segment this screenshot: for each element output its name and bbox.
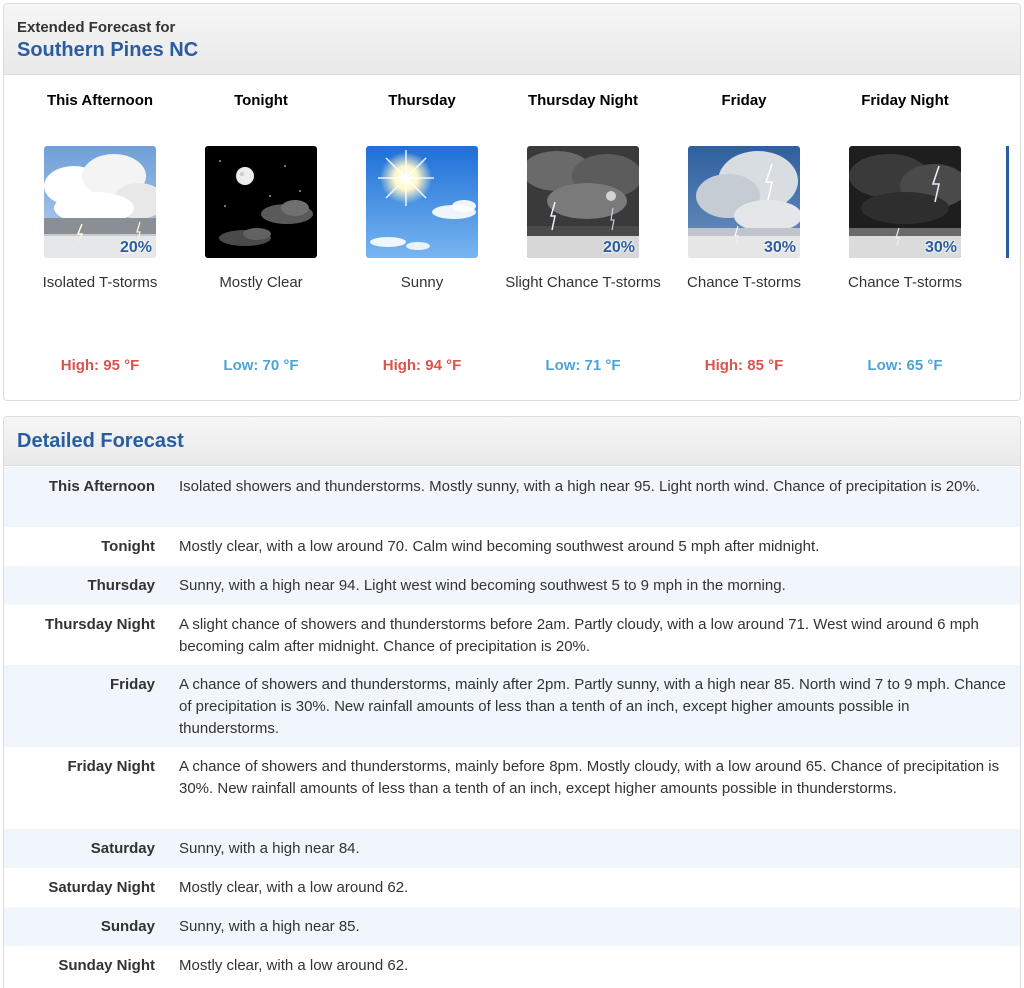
period-condition: Chance T-storms — [848, 274, 962, 291]
isolated-tstorms-icon — [44, 146, 156, 258]
detailed-forecast-header — [4, 417, 1020, 466]
sunny-icon — [366, 146, 478, 258]
extended-forecast-header — [4, 4, 1020, 75]
period-temp-low: Low: 65 °F — [867, 357, 943, 374]
period-temp-high: High: 94 °F — [382, 357, 462, 374]
period-condition: Chance T-storms — [687, 274, 801, 291]
row-text: A chance of showers and thunderstorms, mainly after 2pm. Partly sunny, with a high near 85. North wind 7 to 9 mph. Chance of precipitation is 30%. New rainfall amounts of less than a tenth of an inch, except higher amounts possible in thunderstorms. — [179, 676, 1006, 737]
period-name: Friday — [721, 92, 767, 109]
period-name: This Afternoon — [46, 92, 154, 109]
period-condition: Mostly Clear — [219, 274, 303, 291]
table-row — [4, 946, 1020, 985]
row-label: Friday — [109, 676, 155, 693]
row-text: Mostly clear, with a low around 62. — [179, 879, 409, 896]
precip-chance: 20% — [119, 239, 152, 256]
extended-forecast-label: Extended Forecast for — [17, 19, 176, 36]
period-temp-low: Low: 71 °F — [545, 357, 621, 374]
row-label: Tonight — [101, 538, 155, 555]
row-label: Thursday — [87, 577, 155, 594]
table-row — [4, 527, 1020, 566]
chance-tstorms-night-icon — [849, 146, 961, 258]
table-row — [4, 868, 1020, 907]
slight-chance-tstorms-night-icon — [527, 146, 639, 258]
table-row — [4, 747, 1020, 829]
period-temp-high: High: 85 °F — [704, 357, 784, 374]
row-text: Mostly clear, with a low around 70. Calm wind becoming southwest around 5 mph after midnight. — [179, 538, 820, 555]
table-row — [4, 605, 1020, 665]
precip-chance: 30% — [924, 239, 957, 256]
row-label: Sunday Night — [58, 957, 155, 974]
row-text: Sunny, with a high near 84. — [179, 840, 360, 857]
table-row — [4, 829, 1020, 868]
period-condition: Sunny — [400, 274, 444, 291]
period-temp-low: Low: 70 °F — [223, 357, 299, 374]
row-label: Saturday — [90, 840, 155, 857]
location-name: Southern Pines NC — [17, 39, 199, 61]
row-label: Sunday — [100, 918, 155, 935]
row-text: A slight chance of showers and thunderstorms before 2am. Partly cloudy, with a low around 71. West wind around 6 mph becoming calm after midnight. Chance of precipitation is 20%. — [179, 616, 979, 655]
row-text: A chance of showers and thunderstorms, mainly before 8pm. Mostly cloudy, with a low around 65. Chance of precipitation is 30%. New rainfall amounts of less than a tenth of an inch, except higher amounts possible in thunderstorms. — [179, 758, 1000, 797]
table-row — [4, 665, 1020, 747]
period-name: Thursday Night — [527, 92, 638, 109]
chance-tstorms-icon — [688, 146, 800, 258]
precip-chance: 20% — [602, 239, 635, 256]
forecast-periods — [4, 76, 1020, 400]
table-row — [4, 907, 1020, 946]
period-name: Tonight — [234, 92, 288, 109]
period-temp-high: High: 95 °F — [60, 357, 140, 374]
period-condition: Slight Chance T-storms — [505, 274, 661, 291]
row-text: Mostly clear, with a low around 62. — [179, 957, 409, 974]
period-condition: Isolated T-storms — [42, 274, 158, 291]
detailed-forecast-title: Detailed Forecast — [17, 430, 184, 452]
table-row — [4, 566, 1020, 605]
detailed-forecast-rows — [4, 467, 1020, 985]
row-label: Thursday Night — [44, 616, 155, 633]
next-period-edge[interactable] — [1006, 146, 1009, 258]
period-name: Friday Night — [861, 92, 949, 109]
precip-chance: 30% — [763, 239, 796, 256]
period-name: Thursday — [388, 92, 456, 109]
row-label: Friday Night — [67, 758, 155, 775]
extended-forecast-panel — [3, 3, 1021, 401]
detailed-forecast-panel — [3, 416, 1021, 988]
row-text: Sunny, with a high near 94. Light west wind becoming southwest 5 to 9 mph in the morning. — [179, 577, 786, 594]
row-text: Isolated showers and thunderstorms. Mostly sunny, with a high near 95. Light north wind. Chance of precipitation is 20%. — [179, 478, 980, 495]
row-label: This Afternoon — [48, 478, 155, 495]
row-text: Sunny, with a high near 85. — [179, 918, 360, 935]
table-row — [4, 467, 1020, 527]
mostly-clear-night-icon — [205, 146, 317, 258]
row-label: Saturday Night — [48, 879, 155, 896]
